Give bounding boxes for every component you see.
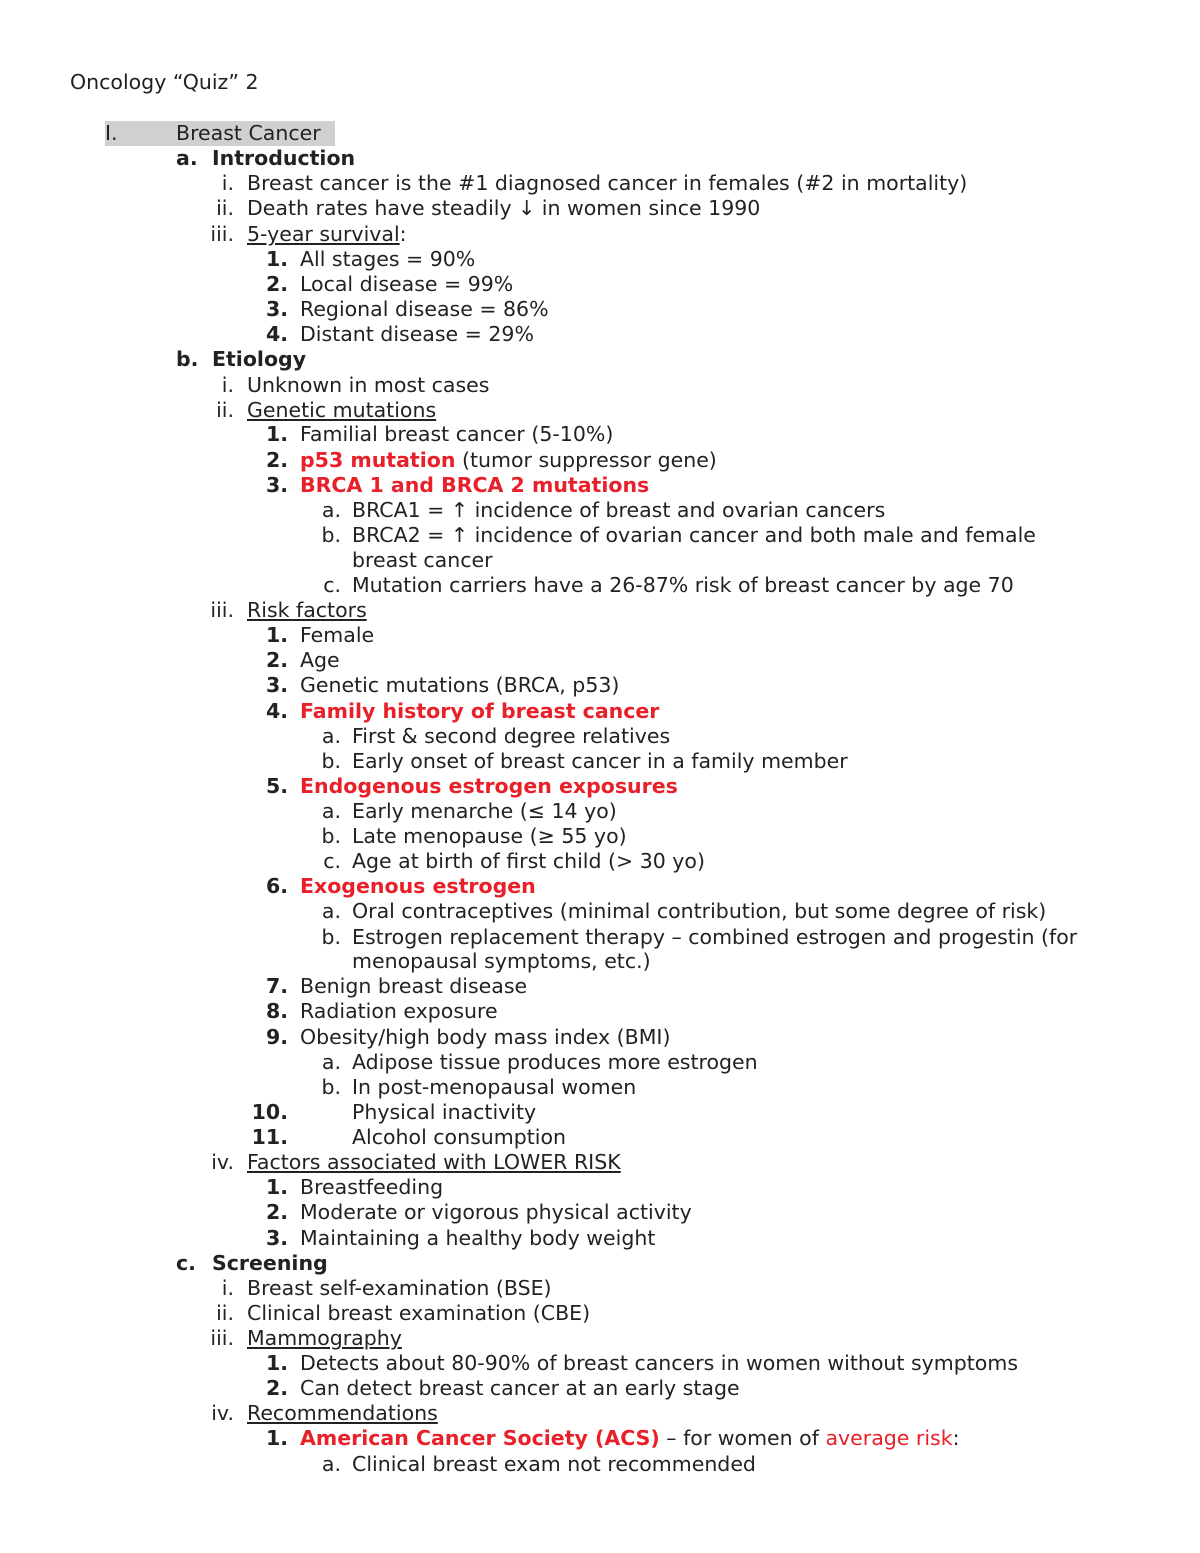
list-marker: 2. (265, 648, 288, 672)
list-marker: iii. (210, 598, 234, 622)
list-marker: a. (321, 498, 341, 522)
mammography-heading: Mammography (247, 1326, 402, 1350)
list-item: Benign breast disease (300, 974, 528, 998)
list-marker: 3. (265, 673, 288, 697)
screening-heading: Screening (212, 1251, 328, 1275)
genetic-mutations-heading: Genetic mutations (247, 398, 437, 422)
intro-heading: Introduction (212, 146, 356, 170)
list-item: Clinical breast exam not recommended (352, 1452, 756, 1476)
item-text: – for women of (659, 1426, 826, 1450)
list-marker: ii. (216, 196, 234, 220)
list-marker: 4. (265, 699, 288, 723)
list-item: Radiation exposure (300, 999, 498, 1023)
risk-factors-heading: Risk factors (247, 598, 367, 622)
list-marker: 2. (265, 272, 288, 296)
list-marker: 6. (265, 874, 288, 898)
list-marker: 8. (265, 999, 288, 1023)
list-item: All stages = 90% (300, 247, 476, 271)
list-item: Maintaining a healthy body weight (300, 1226, 656, 1250)
list-item: Distant disease = 29% (300, 322, 534, 346)
list-marker: b. (321, 824, 341, 848)
item-text: (tumor suppressor gene) (455, 448, 717, 472)
list-marker: iv. (211, 1150, 234, 1174)
intro-marker: a. (176, 146, 198, 170)
list-marker: 11. (251, 1125, 288, 1149)
list-marker: iii. (210, 1326, 234, 1350)
list-item: Moderate or vigorous physical activity (300, 1200, 692, 1224)
list-marker: a. (321, 1452, 341, 1476)
list-marker: 2. (265, 1376, 288, 1400)
list-item: Obesity/high body mass index (BMI) (300, 1025, 671, 1049)
survival-heading: 5-year survival (247, 222, 400, 246)
list-marker: i. (221, 171, 234, 195)
list-marker: a. (321, 724, 341, 748)
list-marker: ii. (216, 398, 234, 422)
highlight-text: BRCA 1 and BRCA 2 mutations (300, 473, 650, 497)
list-marker: 2. (265, 1200, 288, 1224)
highlight-text: Family history of breast cancer (300, 699, 660, 723)
list-marker: ii. (216, 1301, 234, 1325)
list-marker: 1. (265, 1175, 288, 1199)
list-marker: 10. (251, 1100, 288, 1124)
list-marker: 1. (265, 422, 288, 446)
list-marker: iii. (210, 222, 234, 246)
list-item (300, 448, 717, 473)
list-marker: i. (221, 373, 234, 397)
list-marker: 3. (265, 297, 288, 321)
list-marker: 2. (265, 448, 288, 472)
list-marker: c. (323, 849, 341, 873)
list-item: BRCA1 = ↑ incidence of breast and ovarian cancers (352, 498, 886, 522)
list-item: Age (300, 648, 340, 672)
list-item (247, 222, 407, 247)
list-item: Adipose tissue produces more estrogen (352, 1050, 758, 1074)
highlight-text: Endogenous estrogen exposures (300, 774, 678, 798)
list-marker: 1. (265, 1426, 288, 1450)
list-marker: b. (321, 1075, 341, 1099)
list-marker: 1. (265, 247, 288, 271)
list-item: First & second degree relatives (352, 724, 671, 748)
list-item: Genetic mutations (BRCA, p53) (300, 673, 620, 697)
list-item: Early menarche (≤ 14 yo) (352, 799, 617, 823)
list-item (300, 1426, 960, 1451)
list-item: Clinical breast examination (CBE) (247, 1301, 591, 1325)
list-item: Death rates have steadily ↓ in women since 1990 (247, 196, 761, 220)
list-item: Physical inactivity (352, 1100, 537, 1124)
highlight-text: p53 mutation (300, 448, 456, 472)
list-item: BRCA2 = ↑ incidence of ovarian cancer and both male and female (352, 523, 1036, 547)
list-marker: b. (321, 749, 341, 773)
list-item: Familial breast cancer (5-10%) (300, 422, 614, 446)
recommendations-heading: Recommendations (247, 1401, 438, 1425)
list-item: Estrogen replacement therapy – combined estrogen and progestin (for (352, 925, 1078, 949)
list-item: Can detect breast cancer at an early stage (300, 1376, 740, 1400)
list-item: Alcohol consumption (352, 1125, 567, 1149)
list-item: Mutation carriers have a 26-87% risk of breast cancer by age 70 (352, 573, 1014, 597)
list-item-continued: menopausal symptoms, etc.) (352, 949, 651, 973)
list-item: Unknown in most cases (247, 373, 490, 397)
list-item: Early onset of breast cancer in a family member (352, 749, 848, 773)
document-title: Oncology “Quiz” 2 (70, 70, 259, 94)
list-item: Breastfeeding (300, 1175, 444, 1199)
list-item: Oral contraceptives (minimal contribution, but some degree of risk) (352, 899, 1047, 923)
list-marker: a. (321, 1050, 341, 1074)
list-item: Age at birth of first child (> 30 yo) (352, 849, 705, 873)
list-marker: i. (221, 1276, 234, 1300)
list-marker: a. (321, 799, 341, 823)
list-marker: 3. (265, 473, 288, 497)
average-risk-text: average risk (825, 1426, 953, 1450)
list-marker: a. (321, 899, 341, 923)
item-colon: : (952, 1426, 960, 1450)
list-marker: iv. (211, 1401, 234, 1425)
highlight-text: Exogenous estrogen (300, 874, 536, 898)
list-item: Female (300, 623, 375, 647)
section-heading: Breast Cancer (176, 121, 321, 145)
etiology-marker: b. (176, 347, 199, 371)
list-item: In post-menopausal women (352, 1075, 637, 1099)
section-marker: I. (105, 121, 118, 145)
list-item: Local disease = 99% (300, 272, 514, 296)
highlight-text: American Cancer Society (ACS) (300, 1426, 660, 1450)
list-marker: b. (321, 523, 341, 547)
list-marker: 5. (265, 774, 288, 798)
screening-marker: c. (176, 1251, 196, 1275)
list-marker: 3. (265, 1226, 288, 1250)
list-item: Detects about 80-90% of breast cancers in women without symptoms (300, 1351, 1019, 1375)
list-marker: b. (321, 925, 341, 949)
etiology-heading: Etiology (212, 347, 307, 371)
list-item: Breast cancer is the #1 diagnosed cancer in females (#2 in mortality) (247, 171, 968, 195)
list-marker: 9. (265, 1025, 288, 1049)
list-item: Breast self-examination (BSE) (247, 1276, 552, 1300)
list-item: Late menopause (≥ 55 yo) (352, 824, 627, 848)
survival-colon: : (399, 222, 407, 246)
list-marker: 1. (265, 623, 288, 647)
lower-risk-heading: Factors associated with LOWER RISK (247, 1150, 621, 1174)
list-marker: 4. (265, 322, 288, 346)
list-marker: 7. (265, 974, 288, 998)
list-item-continued: breast cancer (352, 548, 493, 572)
list-marker: c. (323, 573, 341, 597)
list-marker: 1. (265, 1351, 288, 1375)
list-item: Regional disease = 86% (300, 297, 549, 321)
